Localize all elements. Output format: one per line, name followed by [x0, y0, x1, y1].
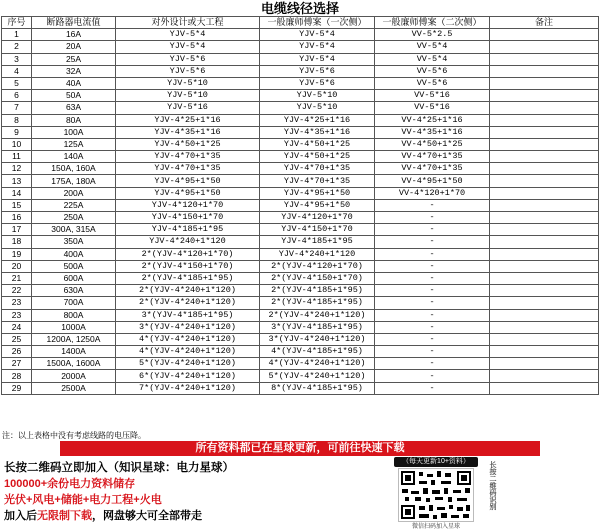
cell-index: 6 [2, 90, 32, 102]
cell-external-design: YJV-5*6 [116, 65, 260, 77]
cell-remark [490, 358, 599, 370]
promo-banner [0, 441, 600, 529]
cell-index: 28 [2, 370, 32, 382]
cell-external-design: YJV-5*6 [116, 53, 260, 65]
cell-external-design: YJV-4*150+1*70 [116, 212, 260, 224]
cell-remark [490, 297, 599, 309]
cell-primary-side: YJV-4*70+1*35 [260, 175, 375, 187]
cell-external-design: 3*(YJV-4*185+1*95) [116, 309, 260, 321]
cell-external-design: YJV-5*16 [116, 102, 260, 114]
header-secondary-side: 一般廉师傅案（二次侧） [375, 17, 490, 29]
cell-secondary-side: VV-5*16 [375, 90, 490, 102]
cell-external-design: YJV-4*50+1*25 [116, 138, 260, 150]
cell-remark [490, 370, 599, 382]
promo-line-topics: 光伏+风电+储能+电力工程+火电 [4, 494, 162, 506]
cell-index: 24 [2, 321, 32, 333]
table-row [2, 187, 599, 199]
cell-index: 21 [2, 272, 32, 284]
cell-breaker-current: 32A [32, 65, 116, 77]
cell-external-design: YJV-5*10 [116, 77, 260, 89]
cell-external-design: 7*(YJV-4*240+1*120) [116, 382, 260, 394]
cell-index: 2 [2, 41, 32, 53]
cell-remark [490, 138, 599, 150]
cell-breaker-current: 500A [32, 260, 116, 272]
cell-primary-side: YJV-5*10 [260, 102, 375, 114]
cell-secondary-side: VV-5*6 [375, 77, 490, 89]
cell-primary-side: 4*(YJV-4*240+1*120) [260, 358, 375, 370]
cell-breaker-current: 140A [32, 151, 116, 163]
cell-secondary-side: VV-5*16 [375, 102, 490, 114]
table-row [2, 297, 599, 309]
cell-remark [490, 333, 599, 345]
cell-primary-side: YJV-5*4 [260, 53, 375, 65]
cell-remark [490, 382, 599, 394]
cell-primary-side: YJV-5*10 [260, 90, 375, 102]
table-row [2, 333, 599, 345]
cell-index: 9 [2, 126, 32, 138]
cell-external-design: 4*(YJV-4*240+1*120) [116, 346, 260, 358]
promo-line-download-c: ，网盘够大可全部带走 [92, 510, 202, 522]
cell-breaker-current: 63A [32, 102, 116, 114]
cell-breaker-current: 2000A [32, 370, 116, 382]
cell-index: 10 [2, 138, 32, 150]
cell-remark [490, 53, 599, 65]
cell-primary-side: 3*(YJV-4*185+1*95) [260, 321, 375, 333]
cell-secondary-side: - [375, 333, 490, 345]
cell-breaker-current: 630A [32, 285, 116, 297]
cell-external-design: 2*(YJV-4*120+1*70) [116, 248, 260, 260]
cell-index: 25 [2, 333, 32, 345]
cell-index: 4 [2, 65, 32, 77]
cell-index: 3 [2, 53, 32, 65]
cell-breaker-current: 250A [32, 212, 116, 224]
cell-secondary-side: VV-4*25+1*16 [375, 114, 490, 126]
cell-breaker-current: 200A [32, 187, 116, 199]
cell-secondary-side: - [375, 358, 490, 370]
cell-remark [490, 248, 599, 260]
cell-breaker-current: 1000A [32, 321, 116, 333]
cell-secondary-side: VV-5*4 [375, 53, 490, 65]
cell-remark [490, 175, 599, 187]
table-row [2, 90, 599, 102]
cell-external-design: YJV-4*25+1*16 [116, 114, 260, 126]
table-row [2, 321, 599, 333]
table-row [2, 346, 599, 358]
cell-primary-side: 2*(YJV-4*150+1*70) [260, 272, 375, 284]
header-index: 序号 [2, 17, 32, 29]
cell-breaker-current: 700A [32, 297, 116, 309]
cell-breaker-current: 400A [32, 248, 116, 260]
cell-index: 1 [2, 29, 32, 41]
cell-external-design: YJV-5*4 [116, 29, 260, 41]
table-row [2, 102, 599, 114]
cell-external-design: YJV-4*240+1*120 [116, 236, 260, 248]
qr-side-text: 长按二维码识别 [489, 461, 496, 510]
table-row [2, 272, 599, 284]
cell-remark [490, 102, 599, 114]
cell-primary-side: 2*(YJV-4*120+1*70) [260, 260, 375, 272]
cell-external-design: YJV-4*185+1*95 [116, 224, 260, 236]
cell-primary-side: YJV-5*6 [260, 65, 375, 77]
cell-external-design: YJV-5*4 [116, 41, 260, 53]
table-row [2, 126, 599, 138]
cell-primary-side: YJV-4*35+1*16 [260, 126, 375, 138]
cell-external-design: 2*(YJV-4*240+1*120) [116, 285, 260, 297]
table-row [2, 114, 599, 126]
cell-secondary-side: VV-4*70+1*35 [375, 163, 490, 175]
table-row [2, 41, 599, 53]
cell-secondary-side: - [375, 260, 490, 272]
header-primary-side: 一般廉师傅案（一次侧） [260, 17, 375, 29]
cell-breaker-current: 2500A [32, 382, 116, 394]
cell-primary-side: 5*(YJV-4*240+1*120) [260, 370, 375, 382]
cell-primary-side: YJV-4*95+1*50 [260, 187, 375, 199]
cell-secondary-side: VV-5*6 [375, 65, 490, 77]
promo-line-download-b: 无限制下载 [37, 510, 92, 522]
header-remark: 备注 [490, 17, 599, 29]
cell-primary-side: 8*(YJV-4*185+1*95) [260, 382, 375, 394]
cell-breaker-current: 600A [32, 272, 116, 284]
cell-breaker-current: 40A [32, 77, 116, 89]
promo-line-download [4, 507, 202, 523]
cell-breaker-current: 1400A [32, 346, 116, 358]
cell-secondary-side: VV-4*70+1*35 [375, 151, 490, 163]
cell-secondary-side: - [375, 382, 490, 394]
cell-breaker-current: 1500A, 1600A [32, 358, 116, 370]
cell-index: 15 [2, 199, 32, 211]
cell-index: 17 [2, 224, 32, 236]
cell-secondary-side: - [375, 370, 490, 382]
cell-index: 8 [2, 114, 32, 126]
cell-primary-side: YJV-4*25+1*16 [260, 114, 375, 126]
cell-secondary-side: - [375, 199, 490, 211]
cell-remark [490, 236, 599, 248]
table-row [2, 370, 599, 382]
cell-secondary-side: - [375, 285, 490, 297]
cell-breaker-current: 350A [32, 236, 116, 248]
cell-primary-side: 4*(YJV-4*185+1*95) [260, 346, 375, 358]
cell-remark [490, 41, 599, 53]
cell-secondary-side: - [375, 272, 490, 284]
cell-index: 7 [2, 102, 32, 114]
cell-index: 29 [2, 382, 32, 394]
cell-index: 14 [2, 187, 32, 199]
cell-breaker-current: 150A, 160A [32, 163, 116, 175]
cell-remark [490, 212, 599, 224]
cell-secondary-side: - [375, 248, 490, 260]
cell-breaker-current: 25A [32, 53, 116, 65]
header-breaker-current: 断路器电流值 [32, 17, 116, 29]
cell-primary-side: YJV-4*185+1*95 [260, 236, 375, 248]
table-row [2, 199, 599, 211]
promo-line-download-a: 加入后 [4, 510, 37, 522]
cell-breaker-current: 175A, 180A [32, 175, 116, 187]
cell-index: 11 [2, 151, 32, 163]
cell-external-design: 6*(YJV-4*240+1*120) [116, 370, 260, 382]
cell-index: 18 [2, 236, 32, 248]
cell-primary-side: YJV-4*70+1*35 [260, 163, 375, 175]
cell-breaker-current: 50A [32, 90, 116, 102]
cell-external-design: 2*(YJV-4*150+1*70) [116, 260, 260, 272]
cell-primary-side: 2*(YJV-4*185+1*95) [260, 297, 375, 309]
table-row [2, 138, 599, 150]
qr-caption: 微信扫码加入星球 [411, 524, 460, 530]
cell-index: 27 [2, 358, 32, 370]
cell-remark [490, 151, 599, 163]
cell-external-design: YJV-4*95+1*50 [116, 187, 260, 199]
cell-external-design: YJV-4*95+1*50 [116, 175, 260, 187]
cell-external-design: YJV-5*10 [116, 90, 260, 102]
table-row [2, 382, 599, 394]
table-row [2, 77, 599, 89]
cell-remark [490, 224, 599, 236]
cell-primary-side: 3*(YJV-4*240+1*120) [260, 333, 375, 345]
cell-index: 12 [2, 163, 32, 175]
table-row [2, 212, 599, 224]
cable-size-table [1, 16, 599, 395]
cell-primary-side: 2*(YJV-4*185+1*95) [260, 285, 375, 297]
cell-secondary-side: - [375, 309, 490, 321]
table-row [2, 163, 599, 175]
cell-secondary-side: VV-4*95+1*50 [375, 175, 490, 187]
cell-primary-side: YJV-4*150+1*70 [260, 224, 375, 236]
cell-breaker-current: 16A [32, 29, 116, 41]
cell-primary-side: YJV-5*6 [260, 77, 375, 89]
cell-external-design: 4*(YJV-4*240+1*120) [116, 333, 260, 345]
table-row [2, 285, 599, 297]
cell-index: 26 [2, 346, 32, 358]
table-header-row [2, 17, 599, 29]
cell-secondary-side: VV-5*2.5 [375, 29, 490, 41]
cell-external-design: YJV-4*35+1*16 [116, 126, 260, 138]
cell-index: 13 [2, 175, 32, 187]
table-row [2, 260, 599, 272]
cell-secondary-side: - [375, 346, 490, 358]
document-title: 电缆线径选择 [260, 1, 339, 16]
table-row [2, 175, 599, 187]
cell-primary-side: YJV-4*50+1*25 [260, 138, 375, 150]
cell-external-design: 3*(YJV-4*240+1*120) [116, 321, 260, 333]
cell-breaker-current: 80A [32, 114, 116, 126]
cell-primary-side: YJV-5*4 [260, 41, 375, 53]
cell-index: 16 [2, 212, 32, 224]
cell-remark [490, 126, 599, 138]
cell-index: 5 [2, 77, 32, 89]
cell-primary-side: YJV-4*50+1*25 [260, 151, 375, 163]
cell-breaker-current: 1200A, 1250A [32, 333, 116, 345]
table-row [2, 151, 599, 163]
cell-external-design: YJV-4*70+1*35 [116, 163, 260, 175]
cell-primary-side: YJV-4*120+1*70 [260, 212, 375, 224]
cell-primary-side: 2*(YJV-4*240+1*120) [260, 309, 375, 321]
cell-secondary-side: - [375, 321, 490, 333]
cell-breaker-current: 20A [32, 41, 116, 53]
cell-index: 19 [2, 248, 32, 260]
table-row [2, 29, 599, 41]
cell-remark [490, 309, 599, 321]
cell-secondary-side: - [375, 297, 490, 309]
cell-breaker-current: 300A, 315A [32, 224, 116, 236]
cell-breaker-current: 225A [32, 199, 116, 211]
cell-remark [490, 65, 599, 77]
table-row [2, 236, 599, 248]
table-row [2, 53, 599, 65]
cell-breaker-current: 125A [32, 138, 116, 150]
cell-breaker-current: 800A [32, 309, 116, 321]
cell-remark [490, 346, 599, 358]
cell-secondary-side: - [375, 236, 490, 248]
cell-external-design: YJV-4*120+1*70 [116, 199, 260, 211]
cell-index: 23 [2, 297, 32, 309]
cell-primary-side: YJV-4*95+1*50 [260, 199, 375, 211]
table-row [2, 309, 599, 321]
cell-remark [490, 321, 599, 333]
table-note: 注：以上表格中没有考虑线路的电压降。 [2, 431, 146, 440]
cell-secondary-side: VV-4*50+1*25 [375, 138, 490, 150]
promo-line-join: 长按二维码立即加入（知识星球：电力星球） [4, 462, 234, 474]
cell-remark [490, 199, 599, 211]
table-row [2, 358, 599, 370]
cell-external-design: 5*(YJV-4*240+1*120) [116, 358, 260, 370]
cell-breaker-current: 100A [32, 126, 116, 138]
cell-remark [490, 187, 599, 199]
cell-index: 22 [2, 285, 32, 297]
cell-remark [490, 29, 599, 41]
cell-remark [490, 77, 599, 89]
table-row [2, 248, 599, 260]
update-badge: （每天更新10+资料） [394, 457, 478, 467]
cell-secondary-side: - [375, 212, 490, 224]
cell-secondary-side: VV-4*35+1*16 [375, 126, 490, 138]
cell-external-design: 2*(YJV-4*240+1*120) [116, 297, 260, 309]
cell-remark [490, 114, 599, 126]
cell-index: 23 [2, 309, 32, 321]
cell-remark [490, 285, 599, 297]
qr-code-icon[interactable] [398, 468, 474, 522]
cell-primary-side: YJV-4*240+1*120 [260, 248, 375, 260]
cell-remark [490, 272, 599, 284]
cell-external-design: YJV-4*70+1*35 [116, 151, 260, 163]
cell-remark [490, 90, 599, 102]
table-row [2, 224, 599, 236]
cell-external-design: 2*(YJV-4*185+1*95) [116, 272, 260, 284]
promo-line-count: 100000+余份电力资料储存 [4, 478, 136, 490]
table-row [2, 65, 599, 77]
cell-remark [490, 260, 599, 272]
cell-secondary-side: VV-4*120+1*70 [375, 187, 490, 199]
cell-remark [490, 163, 599, 175]
header-external-design: 对外设计或大工程 [116, 17, 260, 29]
cell-index: 20 [2, 260, 32, 272]
cell-secondary-side: - [375, 224, 490, 236]
promo-headline: 所有资料都已在星球更新，可前往快速下载 [60, 441, 540, 456]
cell-secondary-side: VV-5*4 [375, 41, 490, 53]
cell-primary-side: YJV-5*4 [260, 29, 375, 41]
